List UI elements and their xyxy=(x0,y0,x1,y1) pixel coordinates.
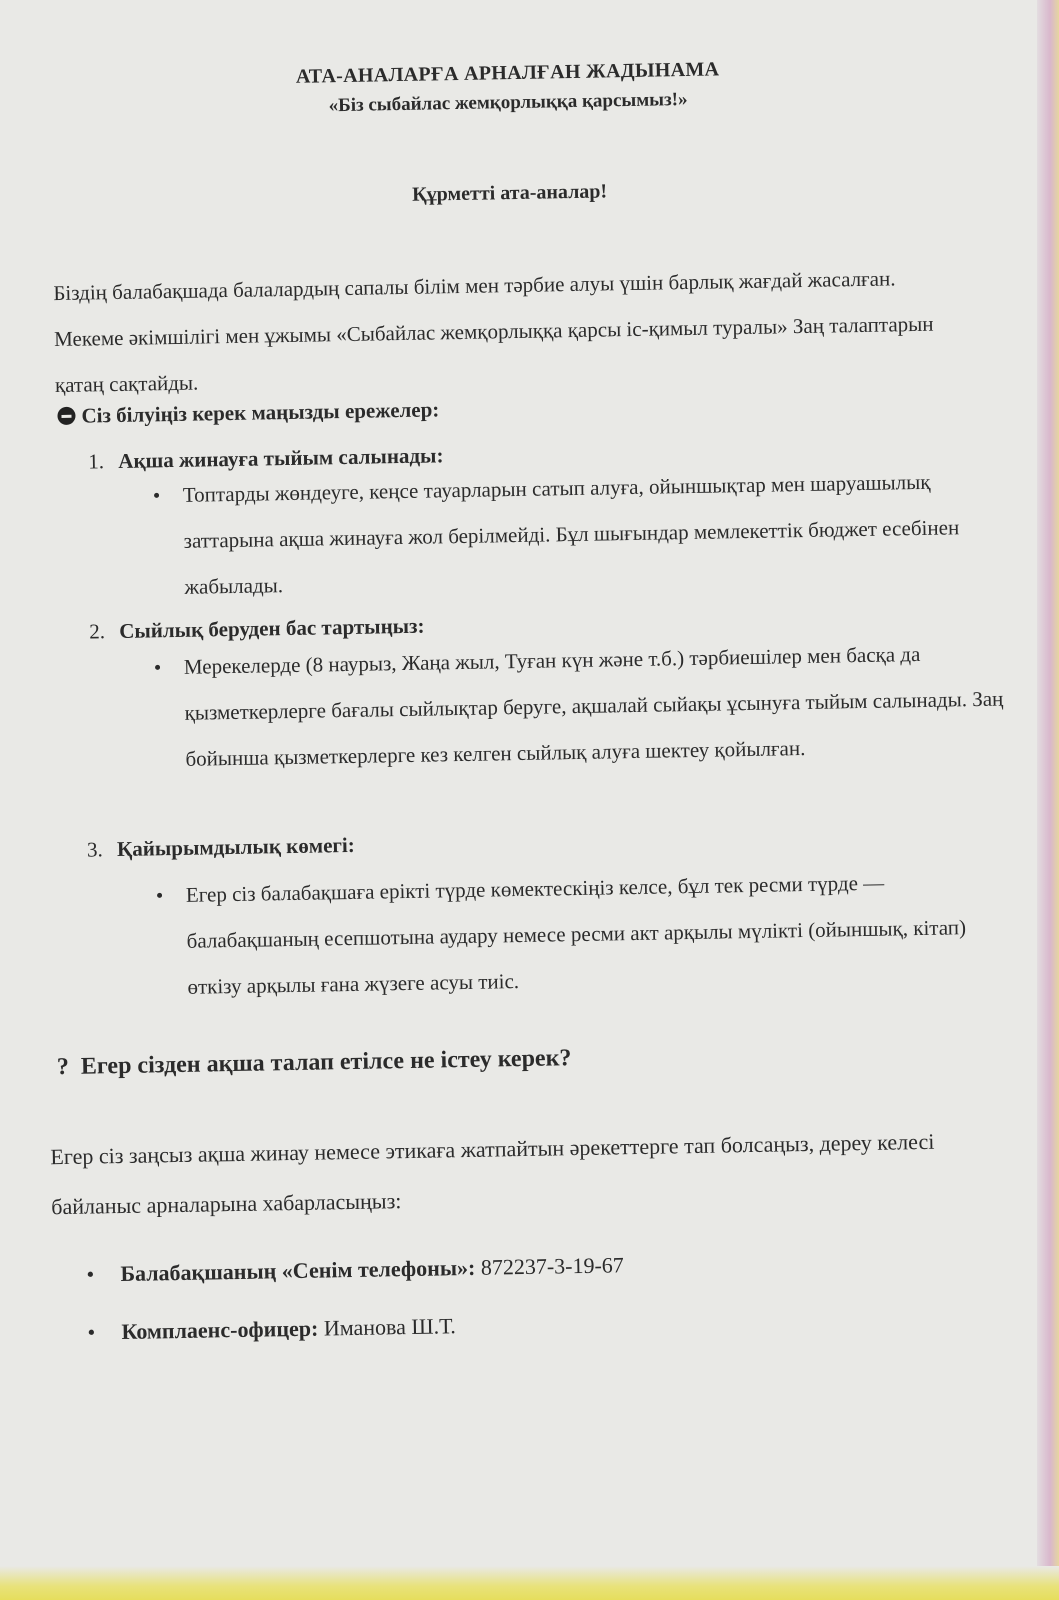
instruction-paragraph: Егер сіз заңсыз ақша жинау немесе этикаға жатпайтын әрекеттерге тап болсаңыз, дереу келесі байланыс арналарына хабарласыңыз: xyxy=(50,1128,935,1220)
rule-number: 3. xyxy=(86,837,104,862)
rule-title: Ақша жинауға тыйым салынады: xyxy=(118,443,444,473)
rule-title: Сыйлық беруден бас тартыңыз: xyxy=(119,613,425,643)
contact-value: 872237-3-19-67 xyxy=(480,1252,624,1280)
rule-number: 2. xyxy=(89,619,106,644)
question-mark-icon: ? xyxy=(56,1053,70,1081)
intro-paragraph: Біздің балабақшада балалардың сапалы білім мен тәрбие алуы үшін барлық жағдай жасалған. Мекеме әкімшілігі мен ұжымы «Сыбайлас жемқорлыққа қарсы іс-қимыл туралы» Заң талаптарын қатаң сақтайды. xyxy=(53,266,934,398)
question-text: Егер сізден ақша талап етілсе не істеу керек? xyxy=(80,1045,572,1080)
contact-label: Балабақшаның «Сенім телефоны»: xyxy=(120,1254,476,1287)
rule-3-heading xyxy=(87,833,355,863)
contact-label: Комплаенс-офицер: xyxy=(121,1315,319,1345)
document-subtitle: «Біз сыбайлас жемқорлыққа қарсымыз!» xyxy=(328,88,688,117)
question-heading xyxy=(57,1045,572,1081)
rules-heading-text: Сіз білуіңіз керек маңызды ережелер: xyxy=(81,397,440,428)
rule-3-text: • Егер сіз балабақшаға ерікті түрде көмектескіңіз келсе, бұл тек ресми түрде — балабақшаның есепшотына аудару немесе ресми акт арқылы мүлікті (ойыншық, кітап) өткізу арқылы ғана жүзеге асуы тиіс. xyxy=(155,857,1017,1010)
rule-number: 1. xyxy=(88,449,105,474)
contact-value: Иманова Ш.Т. xyxy=(323,1313,457,1341)
document-title: АТА-АНАЛАРҒА АРНАЛҒАН ЖАДЫНАМА xyxy=(295,58,720,88)
contact-trust-phone xyxy=(86,1252,624,1287)
rule-2-text: • Мерекелерде (8 наурыз, Жаңа жыл, Туған күн және т.б.) тәрбиешілер мен басқа да қызметкерлерге бағалы сыйлықтар беруге, ақшалай сыйақы ұсынуға тыйым салынады. Заң бойынша қызметкерлерге кез келген сыйлық алуға шектеу қойылған. xyxy=(153,629,1035,782)
greeting: Құрметті ата-аналар! xyxy=(412,180,608,206)
rule-1-text: • Топтарды жөндеуге, кеңсе тауарларын сатып алуға, ойыншықтар мен шаруашылық заттарына ақша жинауға жол берілмейді. Бұл шығындар мемлекеттік бюджет есебінен жабылады. xyxy=(152,457,1014,610)
rules-heading xyxy=(57,397,439,429)
minus-circle-icon xyxy=(57,407,75,425)
rule-title: Қайырымдылық көмегі: xyxy=(116,832,355,862)
contact-compliance-officer xyxy=(87,1313,456,1345)
